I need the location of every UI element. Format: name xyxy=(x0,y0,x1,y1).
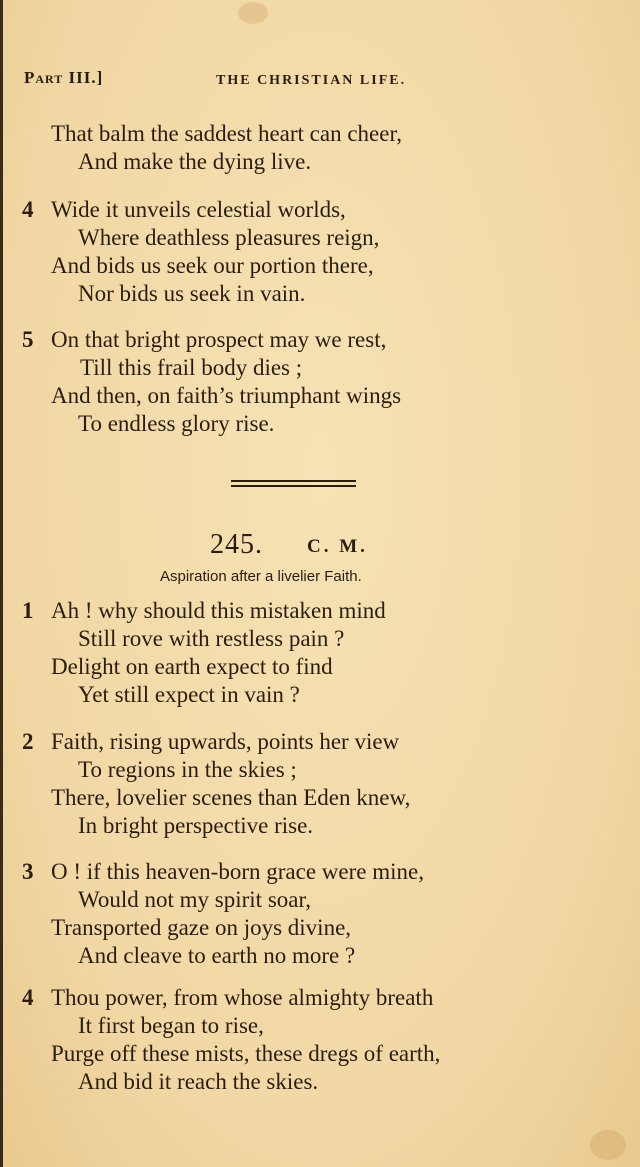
section-divider xyxy=(231,480,356,482)
stanza-number: 2 xyxy=(22,729,34,754)
verse-line: Purge off these mists, these dregs of earth, xyxy=(51,1041,441,1066)
page-edge-shadow xyxy=(0,0,3,1167)
verse-line: Delight on earth expect to find xyxy=(51,654,333,679)
verse-line: That balm the saddest heart can cheer, xyxy=(51,121,402,146)
verse-line: To endless glory rise. xyxy=(78,411,275,436)
verse-line: Thou power, from whose almighty breath xyxy=(51,985,434,1010)
verse-line: To regions in the skies ; xyxy=(78,757,297,782)
running-header xyxy=(24,68,624,94)
stanza-number: 3 xyxy=(22,859,34,884)
hymn-title: Aspiration after a livelier Faith. xyxy=(160,568,362,585)
verse-line: And make the dying live. xyxy=(78,149,312,174)
hymn-meter: C. M. xyxy=(307,536,368,557)
verse-line: Nor bids us seek in vain. xyxy=(78,281,306,306)
verse-line: Where deathless pleasures reign, xyxy=(78,225,380,250)
verse-line: Transported gaze on joys divine, xyxy=(51,915,352,940)
stanza-number: 4 xyxy=(22,985,34,1010)
verse-line: And bid it reach the skies. xyxy=(78,1069,319,1094)
paper-stain xyxy=(590,1130,626,1160)
verse-line: Faith, rising upwards, points her view xyxy=(51,729,400,754)
verse-line: In bright perspective rise. xyxy=(78,813,314,838)
verse-line: Till this frail body dies ; xyxy=(80,355,303,380)
verse-line: And bids us seek our portion there, xyxy=(51,253,374,278)
verse-line: Yet still expect in vain ? xyxy=(78,682,300,707)
paper-stain xyxy=(238,2,268,24)
verse-line: Would not my spirit soar, xyxy=(78,887,311,912)
part-label: Part III.] xyxy=(24,68,104,87)
verse-line: Wide it unveils celestial worlds, xyxy=(51,197,346,222)
hymn-number: 245. xyxy=(210,529,263,560)
verse-line: Ah ! why should this mistaken mind xyxy=(51,598,386,623)
verse-line: Still rove with restless pain ? xyxy=(78,626,345,651)
verse-line: And cleave to earth no more ? xyxy=(78,943,356,968)
stanza-number: 4 xyxy=(22,197,34,222)
running-title: THE CHRISTIAN LIFE. xyxy=(216,73,407,88)
verse-line: It first began to rise, xyxy=(78,1013,264,1038)
stanza-number: 1 xyxy=(22,598,34,623)
verse-line: There, lovelier scenes than Eden knew, xyxy=(51,785,411,810)
verse-line: O ! if this heaven-born grace were mine, xyxy=(51,859,424,884)
section-divider xyxy=(231,485,356,487)
stanza-number: 5 xyxy=(22,327,34,352)
verse-line: And then, on faith’s triumphant wings xyxy=(51,383,402,408)
verse-line: On that bright prospect may we rest, xyxy=(51,327,387,352)
